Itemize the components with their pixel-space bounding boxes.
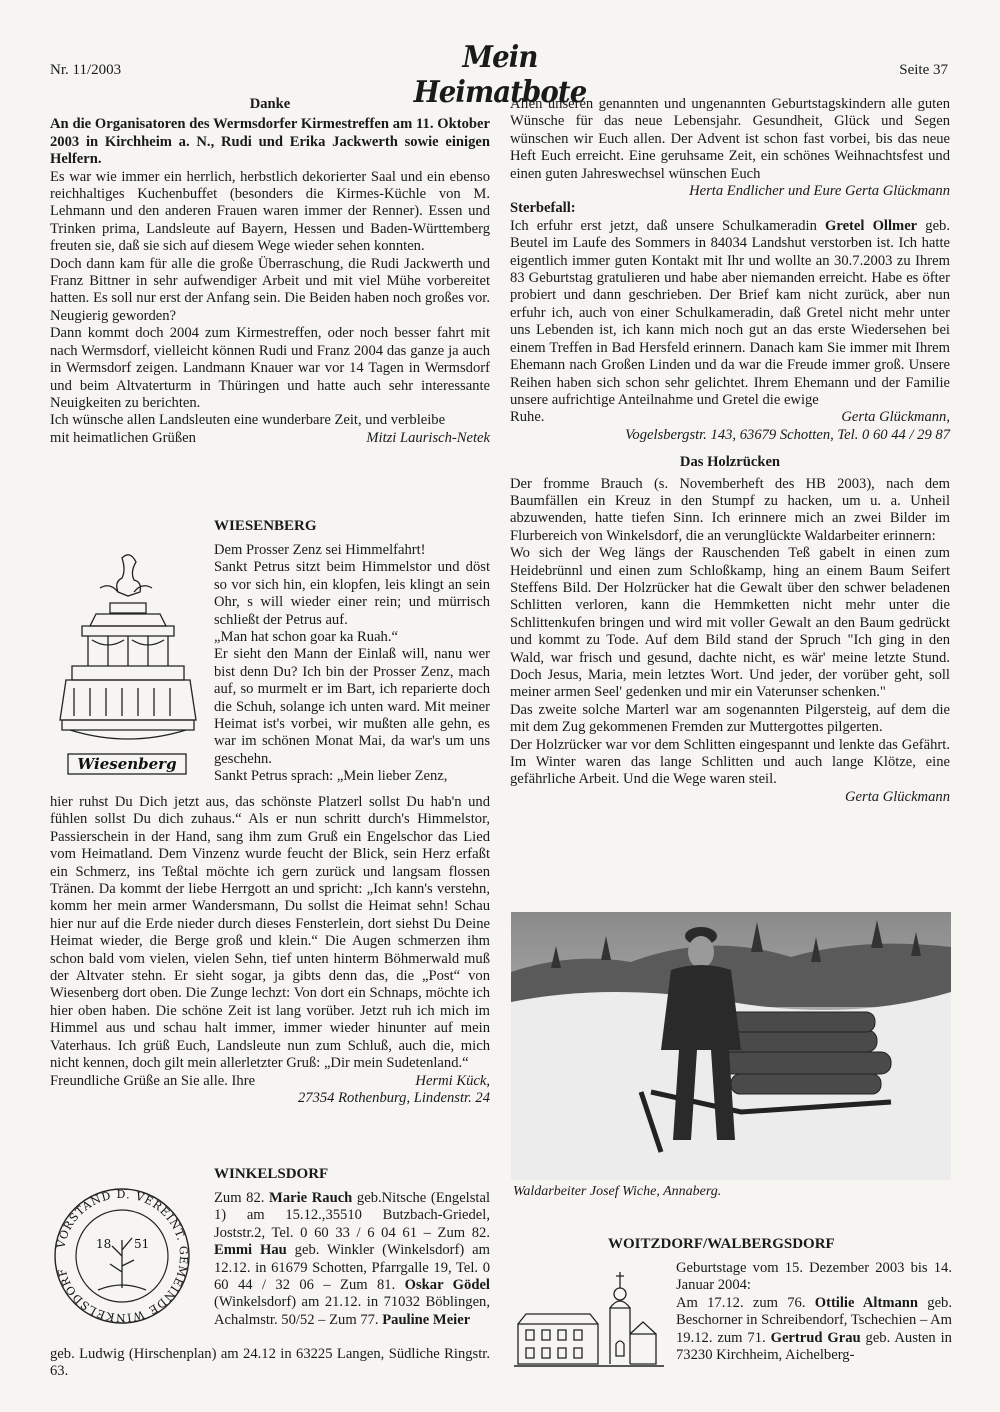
- birthday-name: Emmi Hau: [214, 1242, 287, 1259]
- danke-paragraph: Doch dann kam für alle die große Überraschung, die Rudi Jackwerth und Franz Bittner in sehr aufwendiger Arbeit und mit viel Mühe vorbereitet hatten. Es soll nur erst der Anfang sein. Die Beiden haben noch großes vor. Neugierig geworden?: [50, 255, 490, 324]
- woodworker-photo: [511, 912, 951, 1180]
- wiesenberg-poem-full: [50, 794, 490, 1107]
- poem-body: hier ruhst Du Dich jetzt aus, das schönste Platzerl sollst Du hab'n und fühlen sollst Du dich zuhaus.“ Als er nun schritt durch's Himmelstor, Passierschein in der Hand, sang ihm zum Gruß ein Engelschor das Lied vom Heimatland. Dem Vinzenz wurde feucht der Blick, sein Herz erfaßt ein Schmerz, ins Teßtal möchte ich gern zurück und langsam flossen Tränen. Da kommt der liebe Herrgott an und spricht: „Ich kann's verstehn, komm her mein armer Wandersmann, Du sollst die Heimat sehn! Schau hier nur auf die Erde nieder durch dieses Fensterlein, dort siehst Du Deine Heimat wieder, die Berge groß und klein.“ Die Augen schmerzen ihm schon bald vom vielen, vielen Sehn, tief unten hinterm Böhmerwald muß der Altvater stehn. Er sieht sogar, ja gibts denn das, die „Post“ von Wiesenberg dort oben. Die Zunge lechzt: Von dort ein Schnaps, möchte ich hier oben haben. Die schöne Zeit ist lang vorüber. Jetzt ruh ich mich im Himmel aus und schau halt immer, immer wieder hinunter auf mein Vaterhaus. Ich grüß Euch, Landsleute nun zum Schluß, auch die, mich nicht kennen, doch gilt mein allerletzter Gruß: „Dir mein Sudetenland.“: [50, 794, 490, 1072]
- page-number: Seite 37: [899, 62, 948, 78]
- poem-line: Dem Prosser Zenz sei Himmelfahrt!: [214, 542, 426, 558]
- danke-lead: An die Organisatoren des Wermsdorfer Kirmestreffen am 11. Oktober 2003 in Kirchheim a. N., Rudi und Erika Jackwerth sowie einigen Helfern.: [50, 116, 490, 168]
- woitzdorf-birthday-text: Am 17.12. zum 76. Ottilie Altmann geb. Beschorner in Schreibendorf, Tschechien – Am 19.12. zum 71. Gertrud Grau geb. Austen in 73230 Kirchheim, Aichelberg-: [676, 1294, 952, 1364]
- wiesenberg-poem-indented: [214, 542, 490, 786]
- photo-illustration: [511, 912, 951, 1180]
- wiesenberg-closing: Freundliche Grüße an Sie alle. Ihre: [50, 1072, 256, 1089]
- holzruecken-title: Das Holzrücken: [679, 454, 781, 471]
- danke-paragraph: Ich wünsche allen Landsleuten eine wunderbare Zeit, und verbleibe: [50, 412, 446, 429]
- danke-paragraph: Dann kommt doch 2004 zum Kirmestreffen, oder noch besser fahrt mit nach Wermsdorf, vielleicht können Rudi und Franz 2004 das ganze ja auch in Wermsdorf zeigen. Landmann Knauer war vor 14 Tagen in Wermsdorf und beim Altvaterturm in Thüringen und hatte auch sehr interessante Neuigkeiten zu berichten.: [50, 325, 490, 411]
- holzruecken-paragraph: Der Holzrücker war vor dem Schlitten eingespannt und lenkte das Gefährt. Im Winter waren das lange Schlitten und auch lange Klötze, eine gefährliche Arbeit. Und die Wege waren steil.: [510, 736, 950, 788]
- holzruecken-paragraph: Der fromme Brauch (s. Novemberheft des HB 2003), nach dem Baumfällen ein Kreuz in den Stumpf zu hacken, um u. a. Unheil abzuwenden, hatte tiefen Sinn. Ich erinnere mich an zwei Bilder im Flurbereich von Winkelsdorf, die an verunglückte Waldarbeiter erinnern:: [510, 475, 950, 544]
- birthday-name: Oskar Gödel: [404, 1277, 490, 1294]
- seal-year-left: 18: [96, 1237, 112, 1251]
- sterbefall-text: Ich erfuhr erst jetzt, daß unsere Schulkameradin Gretel Ollmer geb. Beutel im Laufe des Sommers in 84034 Landshut verstorben ist. Ich hatte eigentlich immer guten Kontakt mit Ihr und wollte an 30.7.2003 zu Ihrem 83 Geburtstag gratulieren und habe aber niemanden erreicht. Habe es öfter probiert und dann geschrieben. Der Brief kam nicht zurück, aber nun erfuhr ich, auch von einer Schulkameradin, daß Gretel nicht mehr unter uns Lebenden ist, ich kann mich noch gut an das erste Wiedersehen bei einem Treffen in Bad Hersfeld erinnern. Danach kam Sie immer mit Ihrem Ehemann nach Großen Linden und da war die Freude immer groß. Unsere Reihen haben sich schon sehr gelichtet. Ihrem Ehemann und der Familie unsere aufrichtige Anteilnahme und Gretel die ewige: [510, 217, 951, 408]
- winkelsdorf-birthday-text: geb. Ludwig (Hirschenplan) am 24.12 in 63225 Langen, Südliche Ringstr. 63.: [50, 1346, 490, 1380]
- danke-signature: Mitzi Laurisch-Netek: [366, 429, 490, 446]
- winkelsdorf-seal-emblem: [52, 1186, 192, 1326]
- wiesenberg-fountain-emblem: [52, 548, 202, 778]
- winkelsdorf-birthdays-cont: [50, 1346, 490, 1381]
- article-greetings: [510, 96, 950, 806]
- danke-title: Danke: [249, 96, 291, 112]
- sterbefall-last-word: Ruhe.: [510, 409, 545, 426]
- church-village-icon: [514, 1264, 664, 1374]
- winkelsdorf-birthdays: [214, 1190, 490, 1329]
- birthday-name: Ottilie Altmann: [814, 1294, 919, 1311]
- holzruecken-paragraph: Das zweite solche Marterl war am sogenannten Pilgersteig, auf dem die mit dem Zug gekommenen Fremden zur Muttergottes pilgerten.: [510, 701, 950, 736]
- holzruecken-signature: Gerta Glückmann: [845, 788, 950, 805]
- winkelsdorf-birthday-text: Zum 82. Marie Rauch geb.Nitsche (Engelstal 1) am 15.12.,35510 Butzbach-Griedel, Joststr.2, Tel. 0 60 33 / 6 04 61 – Zum 82. Emmi Hau geb. Winkler (Winkelsdorf) am 12.12. in 61679 Schotten, Pfarrgalle 19, Tel. 0 60 44 / 32 06 – Zum 81. Oskar Gödel (Winkelsdorf) am 21.12. in 71032 Böblingen, Achalmstr. 50/52 – Zum 77. Pauline Meier: [214, 1190, 490, 1328]
- danke-paragraph: Es war wie immer ein herrlich, herbstlich dekorierter Saal und ein ebenso reichhaltiges Kuchenbuffet (besonders die Kirmes-Küchle von M. Lehmann und den anderen Frauen waren immer der Renner). Essen und Trinken prima, Landsleute auf Bayern, Hessen und Baden-Württemberg freuten sie, daß sie sich auf diesem Wege wieder sehen konnten.: [50, 168, 490, 255]
- danke-closing: mit heimatlichen Grüßen: [50, 429, 196, 446]
- wiesenberg-address: 27354 Rothenburg, Lindenstr. 24: [297, 1089, 490, 1106]
- woitzdorf-intro: Geburtstage vom 15. Dezember 2003 bis 14. Januar 2004:: [676, 1260, 952, 1294]
- sterbefall-signature: Gerta Glückmann,: [841, 409, 950, 426]
- birthday-name: Gertrud Grau: [770, 1329, 861, 1346]
- deceased-name: Gretel Ollmer: [825, 217, 918, 234]
- wiesenberg-title: WIESENBERG: [214, 518, 317, 534]
- poem-line: „Man hat schon goar ka Ruah.“: [214, 629, 398, 646]
- greetings-text: Allen unseren genannten und ungenannten Geburtstagskindern alle guten Wünsche für das neue Lebensjahr. Gesundheit, Glück und Segen wünschen wir Euch allen. Der Advent ist schon fast vorbei, bis das neue Heft Euch erreicht. Eine geruhsame Zeit, ein schönes Weihnachtsfest und einen guten Jahreswechsel wünschen Euch: [510, 96, 950, 182]
- birthday-name: Marie Rauch: [269, 1190, 353, 1206]
- wiesenberg-signature: Hermi Kück,: [415, 1072, 490, 1089]
- seal-year-right: 51: [134, 1237, 150, 1251]
- sterbefall-title: Sterbefall:: [510, 200, 576, 217]
- winkelsdorf-title: WINKELSDORF: [214, 1166, 329, 1182]
- article-danke: [50, 96, 490, 447]
- issue-number: Nr. 11/2003: [50, 62, 122, 78]
- greetings-signature: Herta Endlicher und Eure Gerta Glückmann: [689, 183, 950, 200]
- birthday-name: Pauline Meier: [382, 1311, 471, 1328]
- holzruecken-paragraph: Wo sich der Weg längs der Rauschenden Teß gabelt in einen zum Heidebrünnl und einen zum Schloßkamp, hing an einem Baum Seifert Steffens Bild. Der Holzrücker hat die Gewalt über den schwer beladenen Schlitten verloren, kann die Hemmketten nicht mehr unter die Schlittenkufen bringen und wird mit voller Gewalt an den Baum gedrückt und kommt zu Tode. Auf dem Bild stand der Spruch "Ich ging in den Wald, war frisch und gesund, dachte nicht, es wär' meine letzte Stund. Doch Jesus, Maria, mein letztes Wort. Und jeder, der vorüber geht, soll meiner armen Seel' gedenken und mir ein Vaterunser schenken.": [510, 545, 950, 701]
- woitzdorf-title: WOITZDORF/WALBERGSDORF: [608, 1236, 835, 1252]
- seal-ring-text: VORSTAND D. VEREINT. GEMEINDE WINKELSDORF: [54, 1187, 191, 1325]
- woitzdorf-birthdays: [676, 1260, 952, 1364]
- photo-caption: Waldarbeiter Josef Wiche, Annaberg.: [513, 1184, 722, 1199]
- poem-line: Sankt Petrus sprach: „Mein lieber Zenz,: [214, 768, 448, 785]
- sterbefall-address: Vogelsbergstr. 143, 63679 Schotten, Tel. 0 60 44 / 29 87: [625, 426, 950, 443]
- masthead-logo: Mein Heimatbote: [413, 40, 587, 110]
- poem-line: Er sieht den Mann der Einlaß will, nanu wer bist denn Du? Ich bin der Prosser Zenz, mach auf, so murmelt er im Bart, ich reparierte doch die Schuh, solange ich unten ward. Mit meiner Heimat ist's vorbei, wir mußten alle gehn, es war im schönen Monat Mai, da war's um uns geschehn.: [214, 646, 490, 767]
- poem-line: Sankt Petrus sitzt beim Himmelstor und döst so vor sich hin, ein klopfen, leis klingt an sein Ohr, s will wieder einer rein; und mürrisch schließt der Petrus auf.: [214, 559, 490, 628]
- wiesenberg-emblem-label: Wiesenberg: [77, 755, 177, 773]
